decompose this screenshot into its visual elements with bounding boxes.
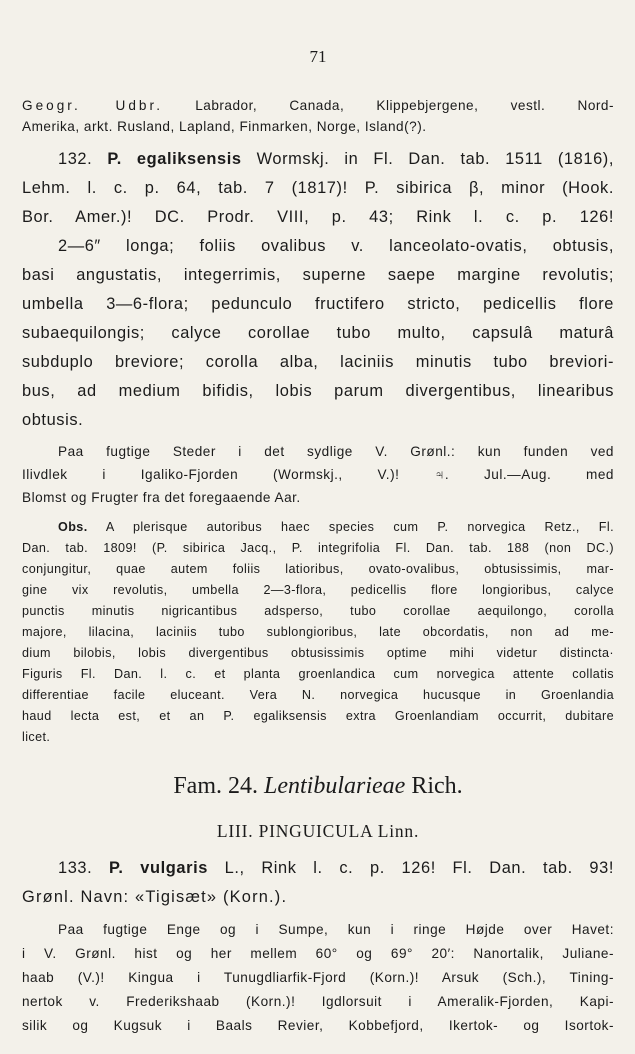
species-132-line: subaequilongis; calyce corollae tubo multo, capsulâ maturâ (22, 324, 614, 342)
species-132-habitat-line: Blomst og Frugter fra det foregaaende Aar. (22, 490, 301, 505)
species-133-habitat-line: nertok v. Frederikshaab (Korn.)! Igdlorsuit i Ameralik-Fjorden, Kapi- (22, 994, 614, 1009)
species-132-header: 132. P. egaliksensis Wormskj. in Fl. Dan. tab. 1511 (1816), (58, 150, 614, 168)
obs-label: Obs. (58, 520, 88, 534)
species-132-line: Lehm. l. c. p. 64, tab. 7 (1817)! P. sibirica β, minor (Hook. (22, 179, 614, 197)
observation-line: Figuris Fl. Dan. l. c. et planta groenlandica cum norvegica attente collatis (22, 667, 614, 681)
species-132-line: Bor. Amer.)! DC. Prodr. VIII, p. 43; Rink l. c. p. 126! (22, 208, 614, 226)
species-132-line: basi angustatis, integerrimis, superne saepe margine revolutis; (22, 266, 614, 284)
observation-line: dium bilobis, lobis divergentibus obtusissimis optime mihi videtur distincta· (22, 646, 614, 660)
observation-line: gine vix revolutis, umbella 2—3-flora, pedicellis flore longioribus, calyce (22, 583, 614, 597)
species-133-habitat-line: haab (V.)! Kingua i Tunugdliarfik-Fjord (Korn.)! Arsuk (Sch.), Tining- (22, 970, 614, 985)
species-132-line: umbella 3—6-flora; pedunculo fructifero stricto, pedicellis flore (22, 295, 614, 313)
distribution-line-1: Geogr. Udbr. Labrador, Canada, Klippebjergene, vestl. Nord- (22, 98, 614, 113)
genus-name: PINGUICULA (253, 821, 373, 841)
species-133-habitat-line: i V. Grønl. hist og her mellem 60° og 69° 20′: Nanortalik, Juliane- (22, 946, 614, 961)
observation-note: Obs. A plerisque autoribus haec species cum P. norvegica Retz., Fl. (58, 520, 614, 534)
species-133-greenlandic-name: Grønl. Navn: «Tigisæt» (Korn.). (22, 888, 288, 906)
species-132-habitat: Paa fugtige Steder i det sydlige V. Grønl.: kun funden ved (58, 444, 614, 459)
species-132-habitat-line: Ilivdlek i Igaliko-Fjorden (Wormskj., V.)! ♃. Jul.—Aug. med (22, 467, 614, 482)
observation-line: licet. (22, 730, 51, 744)
observation-line: conjungitur, quae autem foliis latioribus, ovato-ovalibus, obtusissimis, mar- (22, 562, 614, 576)
species-132-line: obtusis. (22, 411, 84, 429)
distribution-lead: Geogr. Udbr. (22, 98, 163, 113)
species-132-name: P. egaliksensis (107, 150, 242, 168)
species-133-name: P. vulgaris (109, 859, 208, 877)
observation-line: punctis minutis nigricantibus adsperso, tubo corollae aequilongo, corolla (22, 604, 614, 618)
species-133-header: 133. P. vulgaris L., Rink l. c. p. 126! Fl. Dan. tab. 93! (58, 859, 615, 877)
species-133-habitat-line: silik og Kugsuk i Baals Revier, Kobbefjord, Ikertok- og Isortok- (22, 1018, 614, 1033)
observation-line: differentiae facile eluceant. Vera N. norvegica hucusque in Groenlandia (22, 688, 614, 702)
species-132-line: subduplo breviore; corolla alba, laciniis minutis tubo breviori- (22, 353, 614, 371)
observation-line: haud lecta est, et an P. egaliksensis extra Groenlandiam occurrit, dubitare (22, 709, 614, 723)
family-name: Lentibularieae (264, 773, 406, 799)
species-132-description: 2—6″ longa; foliis ovalibus v. lanceolato-ovatis, obtusis, (58, 237, 614, 255)
family-heading: Fam. 24. Lentibularieae Rich. (173, 773, 463, 799)
genus-heading: LIII. PINGUICULA Linn. (216, 821, 420, 841)
distribution-line-2: Amerika, arkt. Rusland, Lapland, Finmarken, Norge, Island(?). (22, 119, 427, 134)
species-133-habitat: Paa fugtige Enge og i Sumpe, kun i ringe Højde over Havet: (58, 922, 614, 937)
observation-line: majore, lilacina, laciniis tubo sublongioribus, late obcordatis, non ad me- (22, 625, 614, 639)
species-132-line: bus, ad medium bifidis, lobis parum divergentibus, linearibus (22, 382, 614, 400)
observation-line: Dan. tab. 1809! (P. sibirica Jacq., P. integrifolia Fl. Dan. tab. 188 (non DC.) (22, 541, 614, 555)
page-number: 71 (309, 47, 327, 66)
